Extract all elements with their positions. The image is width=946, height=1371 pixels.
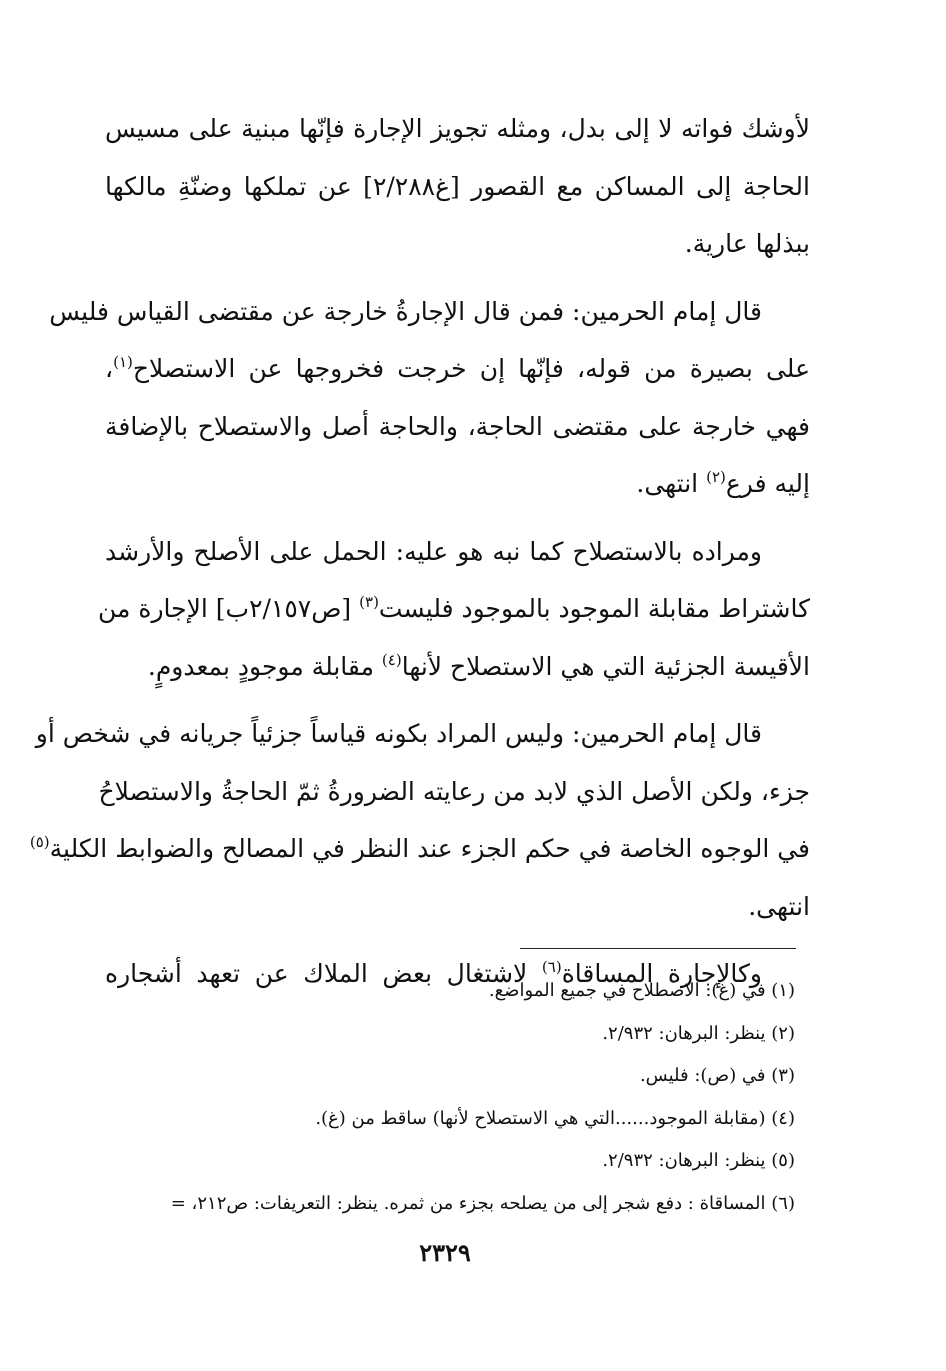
footnote: (٦) المساقاة : دفع شجر إلى من يصلحه بجزء من ثمره. ينظر: التعريفات: ص٢١٢، = xyxy=(170,1192,795,1214)
text-line: الحاجة إلى المساكن مع القصور [غ٢/٢٨٨] عن تملكها وضنّةِ مالكها xyxy=(105,171,810,201)
paragraph-3 xyxy=(98,523,810,696)
footnote: (٥) ينظر: البرهان: ٢/٩٣٢. xyxy=(602,1150,795,1171)
text-line: انتهى. xyxy=(748,891,810,921)
paragraph-4 xyxy=(29,705,810,935)
page-number: ٢٣٢٩ xyxy=(419,1238,471,1267)
text-line: ومراده بالاستصلاح كما نبه هو عليه: الحمل على الأصلح والأرشد xyxy=(105,536,762,566)
text-line: في الوجوه الخاصة في حكم الجزء عند النظر في المصالح والضوابط الكلية$^{(٥)}$ xyxy=(29,833,810,863)
footnote: (٤) (مقابلة الموجود......التي هي الاستصلاح لأنها) ساقط من (غ). xyxy=(315,1107,795,1129)
text-line: قال إمام الحرمين: فمن قال الإجارةُ خارجة عن مقتضى القياس فليس xyxy=(49,296,762,326)
footnote: (١) في (غ): الاصطلاح في جميع المواضع. xyxy=(488,980,795,1001)
footnote-ref: (٥) xyxy=(29,833,50,851)
footnote-ref: (٣) xyxy=(359,593,379,611)
text-line: كاشتراط مقابلة الموجود بالموجود فليست$^{(٣)}$ [ص٢/١٥٧ب] الإجارة من xyxy=(98,593,810,623)
main-text xyxy=(29,100,810,1013)
paragraph-1 xyxy=(105,100,810,273)
text-line: الأقيسة الجزئية التي هي الاستصلاح لأنها$^{(٤)}$ مقابلة موجودٍ بمعدومٍ. xyxy=(147,650,810,681)
text-line: قال إمام الحرمين: وليس المراد بكونه قياساً جزئياً جريانه في شخص أو xyxy=(35,719,762,748)
text-line: وكالإجارة المساقاة$^{(٦)}$ لاشتغال بعض الملاك عن تعهد أشجاره xyxy=(105,958,762,988)
footnote-ref: (٤) xyxy=(381,650,402,669)
footnote-separator xyxy=(520,948,796,949)
text-line: على بصيرة من قوله، فإنّها إن خرجت فخروجها عن الاستصلاح$^{(١)}$، xyxy=(105,353,810,383)
text-line: جزء، ولكن الأصل الذي لابد من رعايته الضرورةُ ثمّ الحاجةُ والاستصلاحُ xyxy=(98,776,810,806)
footnote-ref: (١) xyxy=(113,353,133,371)
text-line: فهي خارجة على مقتضى الحاجة، والحاجة أصل والاستصلاح بالإضافة xyxy=(105,411,810,441)
paragraph-2 xyxy=(49,283,810,513)
footnote-ref: (٢) xyxy=(706,468,726,486)
footnote: (٣) في (ص): فليس. xyxy=(639,1065,795,1086)
text-line: إليه فرع$^{(٢)}$ انتهى. xyxy=(636,468,810,498)
text-line: لأوشك فواته لا إلى بدل، ومثله تجويز الإجارة فإنّها مبنية على مسيس xyxy=(105,114,810,143)
text-line: ببذلها عارية. xyxy=(684,229,810,258)
footnote-ref: (٦) xyxy=(541,958,562,976)
footnote: (٢) ينظر: البرهان: ٢/٩٣٢. xyxy=(602,1022,795,1044)
footnotes-list xyxy=(95,970,795,1225)
